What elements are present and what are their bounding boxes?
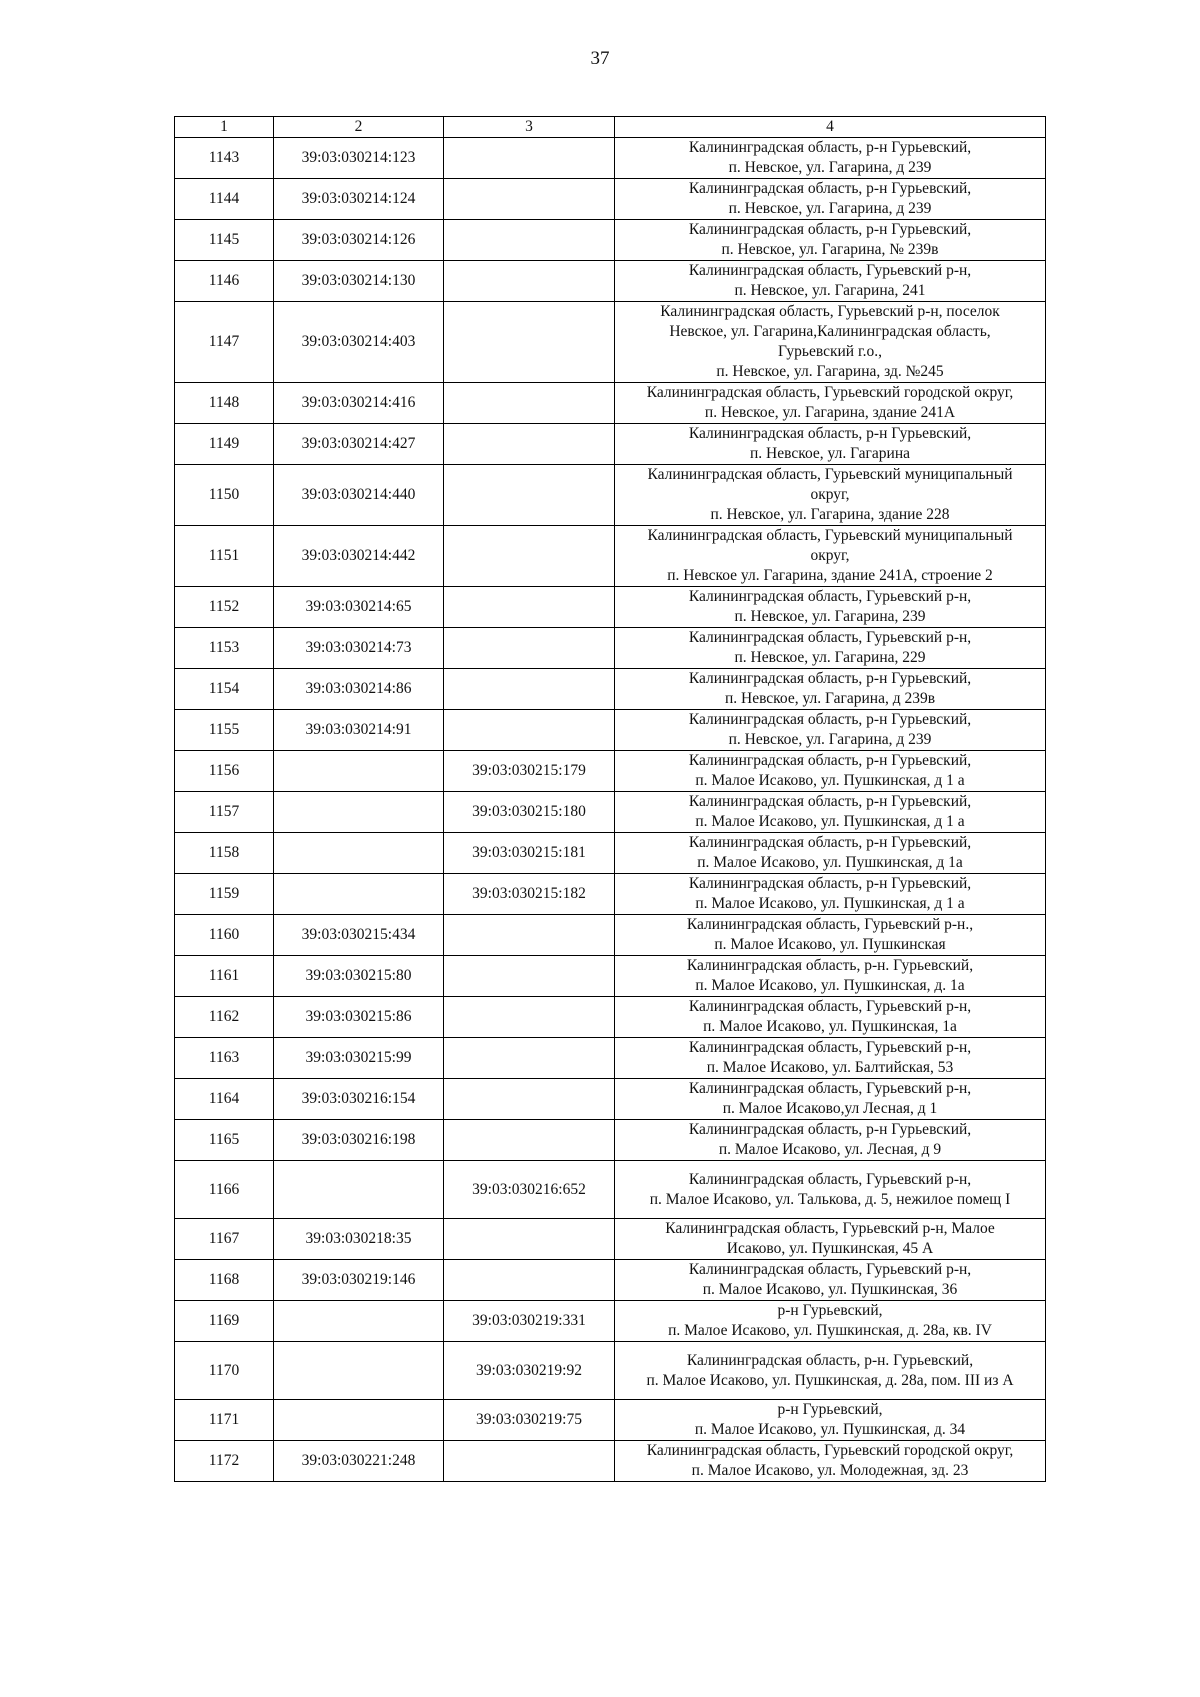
cadastral-number-alt-cell: [444, 1038, 615, 1079]
cadastral-number-cell: [274, 1161, 444, 1219]
row-number-cell: 1152: [175, 587, 274, 628]
table-row: [175, 1400, 1046, 1441]
table-row: [175, 1219, 1046, 1260]
address-cell: р-н Гурьевский, п. Малое Исаково, ул. Пушкинская, д. 28а, кв. IV: [615, 1301, 1046, 1342]
cadastral-number-cell: 39:03:030216:154: [274, 1079, 444, 1120]
address-cell: Калининградская область, Гурьевский р-н, п. Невское, ул. Гагарина, 241: [615, 261, 1046, 302]
column-header-3: 3: [444, 117, 615, 138]
address-cell: Калининградская область, Гурьевский городской округ, п. Малое Исаково, ул. Молодежная, зд. 23: [615, 1441, 1046, 1482]
cadastral-number-cell: 39:03:030218:35: [274, 1219, 444, 1260]
table-row: [175, 424, 1046, 465]
row-number-cell: 1156: [175, 751, 274, 792]
table-row: [175, 1038, 1046, 1079]
cadastral-number-cell: 39:03:030214:73: [274, 628, 444, 669]
row-number-cell: 1146: [175, 261, 274, 302]
cadastral-number-alt-cell: 39:03:030219:75: [444, 1400, 615, 1441]
address-cell: Калининградская область, Гурьевский р-н, п. Невское, ул. Гагарина, 229: [615, 628, 1046, 669]
registry-table: [174, 116, 1046, 1482]
address-cell: р-н Гурьевский, п. Малое Исаково, ул. Пушкинская, д. 34: [615, 1400, 1046, 1441]
cadastral-number-cell: 39:03:030221:248: [274, 1441, 444, 1482]
cadastral-number-cell: 39:03:030216:198: [274, 1120, 444, 1161]
table-body: [175, 138, 1046, 1482]
cadastral-number-alt-cell: [444, 526, 615, 587]
cadastral-number-cell: 39:03:030214:123: [274, 138, 444, 179]
cadastral-number-alt-cell: [444, 465, 615, 526]
table-row: [175, 669, 1046, 710]
address-cell: Калининградская область, р-н Гурьевский, п. Малое Исаково, ул. Пушкинская, д 1 а: [615, 751, 1046, 792]
table-row: [175, 1079, 1046, 1120]
address-cell: Калининградская область, р-н Гурьевский, п. Малое Исаково, ул. Лесная, д 9: [615, 1120, 1046, 1161]
cadastral-number-cell: 39:03:030215:86: [274, 997, 444, 1038]
cadastral-number-alt-cell: 39:03:030219:92: [444, 1342, 615, 1400]
row-number-cell: 1155: [175, 710, 274, 751]
row-number-cell: 1144: [175, 179, 274, 220]
row-number-cell: 1153: [175, 628, 274, 669]
address-cell: Калининградская область, Гурьевский р-н, п. Малое Исаково, ул. Пушкинская, 36: [615, 1260, 1046, 1301]
table-row: [175, 587, 1046, 628]
address-cell: Калининградская область, р-н Гурьевский, п. Невское, ул. Гагарина, д 239в: [615, 669, 1046, 710]
cadastral-number-alt-cell: [444, 424, 615, 465]
address-cell: Калининградская область, р-н Гурьевский, п. Невское, ул. Гагарина, № 239в: [615, 220, 1046, 261]
address-cell: Калининградская область, Гурьевский р-н, п. Невское, ул. Гагарина, 239: [615, 587, 1046, 628]
row-number-cell: 1162: [175, 997, 274, 1038]
cadastral-number-alt-cell: [444, 1441, 615, 1482]
table-row: [175, 526, 1046, 587]
cadastral-number-cell: [274, 1301, 444, 1342]
address-cell: Калининградская область, р-н Гурьевский, п. Малое Исаково, ул. Пушкинская, д 1а: [615, 833, 1046, 874]
cadastral-number-alt-cell: 39:03:030215:180: [444, 792, 615, 833]
row-number-cell: 1170: [175, 1342, 274, 1400]
cadastral-number-alt-cell: 39:03:030215:181: [444, 833, 615, 874]
cadastral-number-cell: 39:03:030214:124: [274, 179, 444, 220]
cadastral-number-alt-cell: [444, 628, 615, 669]
row-number-cell: 1161: [175, 956, 274, 997]
address-cell: Калининградская область, Гурьевский муниципальный округ, п. Невское ул. Гагарина, здание 241А, строение 2: [615, 526, 1046, 587]
table-row: [175, 220, 1046, 261]
row-number-cell: 1166: [175, 1161, 274, 1219]
cadastral-number-alt-cell: [444, 138, 615, 179]
cadastral-number-alt-cell: [444, 1120, 615, 1161]
table-row: [175, 874, 1046, 915]
row-number-cell: 1159: [175, 874, 274, 915]
address-cell: Калининградская область, Гурьевский р-н., п. Малое Исаково, ул. Пушкинская: [615, 915, 1046, 956]
cadastral-number-cell: 39:03:030215:434: [274, 915, 444, 956]
table-row: [175, 383, 1046, 424]
table-row: [175, 1161, 1046, 1219]
column-header-2: 2: [274, 117, 444, 138]
row-number-cell: 1143: [175, 138, 274, 179]
address-cell: Калининградская область, Гурьевский городской округ, п. Невское, ул. Гагарина, здание 241А: [615, 383, 1046, 424]
cadastral-number-alt-cell: [444, 302, 615, 383]
address-cell: Калининградская область, р-н Гурьевский, п. Малое Исаково, ул. Пушкинская, д 1 а: [615, 874, 1046, 915]
table-row: [175, 138, 1046, 179]
cadastral-number-cell: [274, 1400, 444, 1441]
cadastral-number-alt-cell: 39:03:030215:182: [444, 874, 615, 915]
address-cell: Калининградская область, Гурьевский р-н, п. Малое Исаково, ул. Балтийская, 53: [615, 1038, 1046, 1079]
address-cell: Калининградская область, р-н Гурьевский, п. Невское, ул. Гагарина, д 239: [615, 179, 1046, 220]
cadastral-number-alt-cell: [444, 669, 615, 710]
address-cell: Калининградская область, р-н Гурьевский, п. Невское, ул. Гагарина, д 239: [615, 138, 1046, 179]
address-cell: Калининградская область, р-н Гурьевский, п. Малое Исаково, ул. Пушкинская, д 1 а: [615, 792, 1046, 833]
table-row: [175, 997, 1046, 1038]
row-number-cell: 1167: [175, 1219, 274, 1260]
row-number-cell: 1157: [175, 792, 274, 833]
cadastral-number-cell: 39:03:030214:440: [274, 465, 444, 526]
cadastral-number-cell: 39:03:030214:86: [274, 669, 444, 710]
table-row: [175, 628, 1046, 669]
cadastral-number-cell: 39:03:030214:65: [274, 587, 444, 628]
row-number-cell: 1163: [175, 1038, 274, 1079]
cadastral-number-alt-cell: [444, 587, 615, 628]
cadastral-number-cell: 39:03:030215:80: [274, 956, 444, 997]
cadastral-number-cell: [274, 874, 444, 915]
table-row: [175, 1260, 1046, 1301]
row-number-cell: 1158: [175, 833, 274, 874]
row-number-cell: 1149: [175, 424, 274, 465]
cadastral-number-alt-cell: [444, 383, 615, 424]
row-number-cell: 1150: [175, 465, 274, 526]
cadastral-number-alt-cell: [444, 1260, 615, 1301]
cadastral-number-cell: 39:03:030214:130: [274, 261, 444, 302]
column-header-1: 1: [175, 117, 274, 138]
row-number-cell: 1164: [175, 1079, 274, 1120]
row-number-cell: 1172: [175, 1441, 274, 1482]
table-row: [175, 465, 1046, 526]
cadastral-number-alt-cell: [444, 997, 615, 1038]
cadastral-number-cell: 39:03:030214:442: [274, 526, 444, 587]
table-row: [175, 179, 1046, 220]
cadastral-number-cell: [274, 833, 444, 874]
cadastral-number-cell: 39:03:030219:146: [274, 1260, 444, 1301]
address-cell: Калининградская область, Гурьевский р-н, Малое Исаково, ул. Пушкинская, 45 А: [615, 1219, 1046, 1260]
row-number-cell: 1154: [175, 669, 274, 710]
table-row: [175, 833, 1046, 874]
cadastral-number-alt-cell: [444, 261, 615, 302]
cadastral-number-cell: 39:03:030214:416: [274, 383, 444, 424]
address-cell: Калининградская область, Гурьевский р-н, поселок Невское, ул. Гагарина,Калининградская область, Гурьевский г.о., п. Невское, ул. Гагарина, зд. №245: [615, 302, 1046, 383]
cadastral-number-cell: [274, 792, 444, 833]
table-row: [175, 1120, 1046, 1161]
table-row: [175, 792, 1046, 833]
table-row: [175, 956, 1046, 997]
address-cell: Калининградская область, р-н Гурьевский, п. Невское, ул. Гагарина: [615, 424, 1046, 465]
cadastral-number-alt-cell: [444, 915, 615, 956]
row-number-cell: 1171: [175, 1400, 274, 1441]
row-number-cell: 1165: [175, 1120, 274, 1161]
address-cell: Калининградская область, Гурьевский р-н, п. Малое Исаково, ул. Пушкинская, 1а: [615, 997, 1046, 1038]
cadastral-number-alt-cell: 39:03:030215:179: [444, 751, 615, 792]
row-number-cell: 1169: [175, 1301, 274, 1342]
table-row: [175, 915, 1046, 956]
cadastral-number-alt-cell: [444, 1219, 615, 1260]
column-header-4: 4: [615, 117, 1046, 138]
row-number-cell: 1147: [175, 302, 274, 383]
table-header-row: [175, 117, 1046, 138]
cadastral-number-cell: [274, 1342, 444, 1400]
cadastral-number-cell: 39:03:030215:99: [274, 1038, 444, 1079]
table-row: [175, 1441, 1046, 1482]
cadastral-number-alt-cell: [444, 1079, 615, 1120]
row-number-cell: 1145: [175, 220, 274, 261]
cadastral-number-cell: 39:03:030214:427: [274, 424, 444, 465]
address-cell: Калининградская область, Гурьевский р-н, п. Малое Исаково, ул. Талькова, д. 5, нежилое помещ I: [615, 1161, 1046, 1219]
row-number-cell: 1151: [175, 526, 274, 587]
table-row: [175, 302, 1046, 383]
cadastral-number-alt-cell: [444, 710, 615, 751]
table-row: [175, 1342, 1046, 1400]
cadastral-number-alt-cell: [444, 220, 615, 261]
cadastral-number-alt-cell: [444, 179, 615, 220]
cadastral-number-cell: [274, 751, 444, 792]
address-cell: Калининградская область, р-н. Гурьевский, п. Малое Исаково, ул. Пушкинская, д. 1а: [615, 956, 1046, 997]
row-number-cell: 1160: [175, 915, 274, 956]
cadastral-number-alt-cell: [444, 956, 615, 997]
cadastral-number-cell: 39:03:030214:126: [274, 220, 444, 261]
address-cell: Калининградская область, р-н. Гурьевский, п. Малое Исаково, ул. Пушкинская, д. 28а, пом. III из А: [615, 1342, 1046, 1400]
cadastral-number-alt-cell: 39:03:030216:652: [444, 1161, 615, 1219]
table-row: [175, 261, 1046, 302]
address-cell: Калининградская область, р-н Гурьевский, п. Невское, ул. Гагарина, д 239: [615, 710, 1046, 751]
row-number-cell: 1168: [175, 1260, 274, 1301]
address-cell: Калининградская область, Гурьевский муниципальный округ, п. Невское, ул. Гагарина, здание 228: [615, 465, 1046, 526]
address-cell: Калининградская область, Гурьевский р-н, п. Малое Исаково,ул Лесная, д 1: [615, 1079, 1046, 1120]
table-row: [175, 710, 1046, 751]
cadastral-number-cell: 39:03:030214:403: [274, 302, 444, 383]
cadastral-number-cell: 39:03:030214:91: [274, 710, 444, 751]
table-row: [175, 751, 1046, 792]
cadastral-number-alt-cell: 39:03:030219:331: [444, 1301, 615, 1342]
row-number-cell: 1148: [175, 383, 274, 424]
table-row: [175, 1301, 1046, 1342]
page-number: 37: [590, 48, 610, 69]
